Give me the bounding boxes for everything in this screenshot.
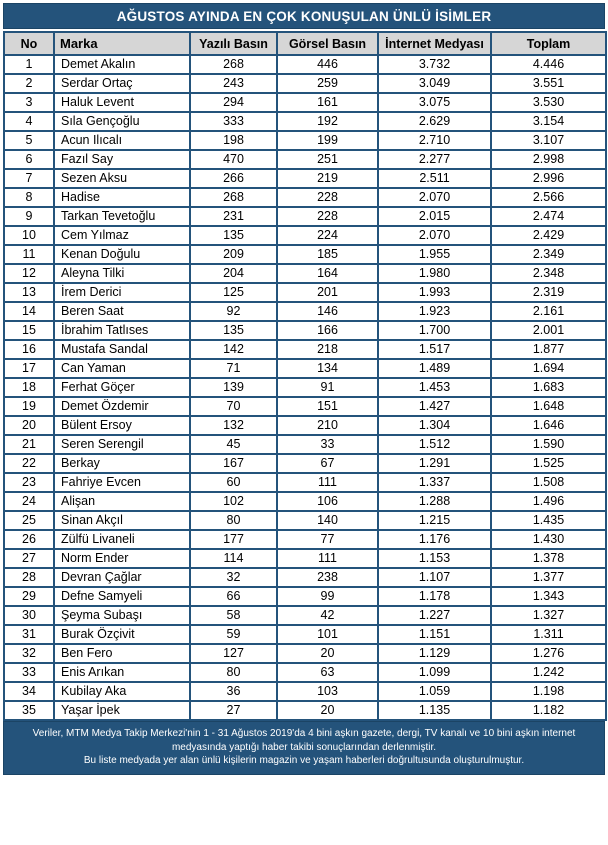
cell-visual-press: 63 (277, 663, 378, 682)
cell-internet-media: 1.304 (378, 416, 491, 435)
cell-total: 1.496 (491, 492, 606, 511)
cell-total: 1.276 (491, 644, 606, 663)
cell-name: Ben Fero (54, 644, 190, 663)
cell-name: Kubilay Aka (54, 682, 190, 701)
cell-internet-media: 2.710 (378, 131, 491, 150)
cell-total: 2.001 (491, 321, 606, 340)
cell-name: Defne Samyeli (54, 587, 190, 606)
cell-visual-press: 106 (277, 492, 378, 511)
cell-rank: 11 (4, 245, 54, 264)
cell-name: Aleyna Tilki (54, 264, 190, 283)
cell-name: Berkay (54, 454, 190, 473)
cell-print-press: 139 (190, 378, 277, 397)
cell-internet-media: 1.215 (378, 511, 491, 530)
cell-rank: 9 (4, 207, 54, 226)
table-row (4, 606, 606, 625)
cell-print-press: 177 (190, 530, 277, 549)
cell-internet-media: 1.700 (378, 321, 491, 340)
table-row (4, 416, 606, 435)
cell-rank: 12 (4, 264, 54, 283)
table-row (4, 169, 606, 188)
col-header-no: No (4, 32, 54, 55)
cell-print-press: 266 (190, 169, 277, 188)
cell-name: İrem Derici (54, 283, 190, 302)
cell-visual-press: 20 (277, 644, 378, 663)
cell-print-press: 294 (190, 93, 277, 112)
cell-name: Enis Arıkan (54, 663, 190, 682)
cell-rank: 10 (4, 226, 54, 245)
table-row (4, 530, 606, 549)
cell-rank: 16 (4, 340, 54, 359)
cell-total: 4.446 (491, 55, 606, 74)
cell-visual-press: 228 (277, 188, 378, 207)
cell-internet-media: 1.176 (378, 530, 491, 549)
col-header-internet-medyasi: İnternet Medyası (378, 32, 491, 55)
cell-print-press: 92 (190, 302, 277, 321)
cell-rank: 26 (4, 530, 54, 549)
cell-print-press: 209 (190, 245, 277, 264)
table-row (4, 264, 606, 283)
cell-internet-media: 2.629 (378, 112, 491, 131)
cell-visual-press: 111 (277, 473, 378, 492)
col-header-gorsel-basin: Görsel Basın (277, 32, 378, 55)
cell-visual-press: 42 (277, 606, 378, 625)
cell-internet-media: 2.070 (378, 226, 491, 245)
cell-print-press: 125 (190, 283, 277, 302)
cell-rank: 31 (4, 625, 54, 644)
report-title: AĞUSTOS AYINDA EN ÇOK KONUŞULAN ÜNLÜ İSİMLER (3, 3, 605, 29)
cell-rank: 3 (4, 93, 54, 112)
cell-total: 1.242 (491, 663, 606, 682)
table-row (4, 473, 606, 492)
cell-total: 2.474 (491, 207, 606, 226)
cell-total: 2.998 (491, 150, 606, 169)
cell-visual-press: 161 (277, 93, 378, 112)
cell-visual-press: 164 (277, 264, 378, 283)
cell-rank: 2 (4, 74, 54, 93)
cell-rank: 5 (4, 131, 54, 150)
table-row (4, 549, 606, 568)
cell-visual-press: 99 (277, 587, 378, 606)
table-row (4, 701, 606, 720)
cell-internet-media: 1.099 (378, 663, 491, 682)
cell-print-press: 333 (190, 112, 277, 131)
table-row (4, 55, 606, 74)
cell-visual-press: 251 (277, 150, 378, 169)
cell-internet-media: 1.427 (378, 397, 491, 416)
cell-visual-press: 103 (277, 682, 378, 701)
cell-total: 1.694 (491, 359, 606, 378)
cell-visual-press: 259 (277, 74, 378, 93)
cell-rank: 21 (4, 435, 54, 454)
col-header-toplam: Toplam (491, 32, 606, 55)
cell-print-press: 268 (190, 188, 277, 207)
cell-visual-press: 134 (277, 359, 378, 378)
cell-name: Cem Yılmaz (54, 226, 190, 245)
cell-visual-press: 67 (277, 454, 378, 473)
cell-visual-press: 20 (277, 701, 378, 720)
cell-total: 2.161 (491, 302, 606, 321)
cell-name: Şeyma Subaşı (54, 606, 190, 625)
table-row (4, 644, 606, 663)
cell-visual-press: 228 (277, 207, 378, 226)
cell-print-press: 135 (190, 226, 277, 245)
cell-internet-media: 1.993 (378, 283, 491, 302)
table-row (4, 321, 606, 340)
footer-note (3, 721, 605, 775)
cell-total: 1.327 (491, 606, 606, 625)
cell-name: Demet Özdemir (54, 397, 190, 416)
cell-name: Burak Özçivit (54, 625, 190, 644)
cell-visual-press: 146 (277, 302, 378, 321)
cell-name: Bülent Ersoy (54, 416, 190, 435)
cell-name: İbrahim Tatlıses (54, 321, 190, 340)
cell-name: Alişan (54, 492, 190, 511)
cell-visual-press: 140 (277, 511, 378, 530)
cell-internet-media: 1.151 (378, 625, 491, 644)
cell-rank: 4 (4, 112, 54, 131)
table-row (4, 150, 606, 169)
cell-rank: 1 (4, 55, 54, 74)
cell-rank: 23 (4, 473, 54, 492)
table-row (4, 131, 606, 150)
cell-total: 2.429 (491, 226, 606, 245)
cell-visual-press: 218 (277, 340, 378, 359)
cell-total: 1.525 (491, 454, 606, 473)
cell-print-press: 243 (190, 74, 277, 93)
cell-print-press: 132 (190, 416, 277, 435)
cell-internet-media: 1.489 (378, 359, 491, 378)
table-row (4, 435, 606, 454)
table-row (4, 663, 606, 682)
cell-rank: 24 (4, 492, 54, 511)
table-row (4, 207, 606, 226)
table-row (4, 568, 606, 587)
cell-visual-press: 151 (277, 397, 378, 416)
table-row (4, 397, 606, 416)
cell-print-press: 66 (190, 587, 277, 606)
cell-visual-press: 185 (277, 245, 378, 264)
cell-rank: 14 (4, 302, 54, 321)
cell-rank: 20 (4, 416, 54, 435)
table-row (4, 587, 606, 606)
cell-rank: 34 (4, 682, 54, 701)
cell-visual-press: 219 (277, 169, 378, 188)
report-card (3, 3, 605, 775)
cell-print-press: 167 (190, 454, 277, 473)
cell-internet-media: 1.512 (378, 435, 491, 454)
cell-rank: 19 (4, 397, 54, 416)
cell-name: Kenan Doğulu (54, 245, 190, 264)
cell-print-press: 470 (190, 150, 277, 169)
cell-total: 2.349 (491, 245, 606, 264)
cell-total: 1.508 (491, 473, 606, 492)
cell-visual-press: 33 (277, 435, 378, 454)
cell-total: 1.590 (491, 435, 606, 454)
cell-rank: 28 (4, 568, 54, 587)
cell-internet-media: 1.291 (378, 454, 491, 473)
cell-rank: 13 (4, 283, 54, 302)
cell-internet-media: 3.049 (378, 74, 491, 93)
cell-visual-press: 210 (277, 416, 378, 435)
cell-visual-press: 101 (277, 625, 378, 644)
cell-rank: 35 (4, 701, 54, 720)
table-row (4, 74, 606, 93)
cell-visual-press: 77 (277, 530, 378, 549)
cell-visual-press: 166 (277, 321, 378, 340)
cell-print-press: 114 (190, 549, 277, 568)
cell-rank: 27 (4, 549, 54, 568)
cell-rank: 7 (4, 169, 54, 188)
cell-print-press: 45 (190, 435, 277, 454)
cell-internet-media: 3.075 (378, 93, 491, 112)
cell-internet-media: 2.015 (378, 207, 491, 226)
cell-name: Haluk Levent (54, 93, 190, 112)
cell-rank: 15 (4, 321, 54, 340)
celebrity-mentions-table (3, 31, 607, 721)
cell-print-press: 27 (190, 701, 277, 720)
cell-name: Sinan Akçıl (54, 511, 190, 530)
cell-rank: 17 (4, 359, 54, 378)
cell-name: Seren Serengil (54, 435, 190, 454)
cell-visual-press: 238 (277, 568, 378, 587)
cell-total: 2.566 (491, 188, 606, 207)
table-row (4, 682, 606, 701)
cell-total: 1.377 (491, 568, 606, 587)
cell-internet-media: 1.923 (378, 302, 491, 321)
cell-total: 1.683 (491, 378, 606, 397)
table-row (4, 283, 606, 302)
cell-print-press: 127 (190, 644, 277, 663)
cell-name: Fahriye Evcen (54, 473, 190, 492)
cell-total: 1.435 (491, 511, 606, 530)
table-row (4, 245, 606, 264)
cell-internet-media: 1.337 (378, 473, 491, 492)
cell-total: 3.551 (491, 74, 606, 93)
cell-print-press: 198 (190, 131, 277, 150)
table-row (4, 226, 606, 245)
cell-internet-media: 1.453 (378, 378, 491, 397)
cell-rank: 25 (4, 511, 54, 530)
cell-internet-media: 1.107 (378, 568, 491, 587)
cell-internet-media: 2.277 (378, 150, 491, 169)
col-header-marka: Marka (54, 32, 190, 55)
cell-total: 2.348 (491, 264, 606, 283)
cell-visual-press: 199 (277, 131, 378, 150)
cell-name: Beren Saat (54, 302, 190, 321)
cell-internet-media: 3.732 (378, 55, 491, 74)
table-row (4, 454, 606, 473)
cell-name: Can Yaman (54, 359, 190, 378)
cell-total: 1.430 (491, 530, 606, 549)
cell-rank: 30 (4, 606, 54, 625)
cell-total: 1.311 (491, 625, 606, 644)
cell-internet-media: 1.517 (378, 340, 491, 359)
cell-print-press: 71 (190, 359, 277, 378)
cell-print-press: 60 (190, 473, 277, 492)
cell-internet-media: 1.129 (378, 644, 491, 663)
cell-name: Hadise (54, 188, 190, 207)
cell-total: 3.107 (491, 131, 606, 150)
cell-print-press: 268 (190, 55, 277, 74)
cell-print-press: 80 (190, 663, 277, 682)
cell-total: 2.319 (491, 283, 606, 302)
cell-name: Norm Ender (54, 549, 190, 568)
cell-visual-press: 91 (277, 378, 378, 397)
cell-rank: 18 (4, 378, 54, 397)
table-row (4, 188, 606, 207)
cell-name: Serdar Ortaç (54, 74, 190, 93)
cell-visual-press: 111 (277, 549, 378, 568)
footer-source-note: Veriler, MTM Medya Takip Merkezi'nin 1 - 31 Ağustos 2019'da 4 bini aşkın gazete, dergi, TV kanalı ve 10 bini aşkın internet medyasında yaptığı haber takibi sonuçlarından derlenmiştir. (32, 728, 576, 753)
cell-visual-press: 224 (277, 226, 378, 245)
cell-print-press: 231 (190, 207, 277, 226)
cell-rank: 29 (4, 587, 54, 606)
cell-name: Sıla Gençoğlu (54, 112, 190, 131)
table-row (4, 93, 606, 112)
cell-name: Acun Ilıcalı (54, 131, 190, 150)
cell-print-press: 36 (190, 682, 277, 701)
footer-method-note: Bu liste medyada yer alan ünlü kişilerin magazin ve yaşam haberleri doğrultusunda oluşturulmuştur. (83, 755, 525, 766)
cell-total: 1.877 (491, 340, 606, 359)
cell-total: 1.343 (491, 587, 606, 606)
cell-total: 3.154 (491, 112, 606, 131)
cell-name: Sezen Aksu (54, 169, 190, 188)
cell-print-press: 32 (190, 568, 277, 587)
cell-print-press: 59 (190, 625, 277, 644)
table-row (4, 359, 606, 378)
cell-name: Tarkan Tevetoğlu (54, 207, 190, 226)
cell-internet-media: 1.135 (378, 701, 491, 720)
cell-print-press: 70 (190, 397, 277, 416)
cell-total: 1.182 (491, 701, 606, 720)
cell-name: Fazıl Say (54, 150, 190, 169)
col-header-yazili-basin: Yazılı Basın (190, 32, 277, 55)
table-row (4, 625, 606, 644)
cell-rank: 6 (4, 150, 54, 169)
cell-visual-press: 201 (277, 283, 378, 302)
cell-print-press: 142 (190, 340, 277, 359)
table-row (4, 378, 606, 397)
cell-rank: 22 (4, 454, 54, 473)
cell-print-press: 58 (190, 606, 277, 625)
cell-internet-media: 2.511 (378, 169, 491, 188)
table-row (4, 340, 606, 359)
cell-total: 1.646 (491, 416, 606, 435)
cell-rank: 8 (4, 188, 54, 207)
cell-internet-media: 1.955 (378, 245, 491, 264)
cell-name: Ferhat Göçer (54, 378, 190, 397)
cell-print-press: 204 (190, 264, 277, 283)
cell-total: 1.648 (491, 397, 606, 416)
cell-visual-press: 192 (277, 112, 378, 131)
cell-visual-press: 446 (277, 55, 378, 74)
table-body (4, 55, 606, 720)
cell-total: 1.378 (491, 549, 606, 568)
table-row (4, 511, 606, 530)
cell-internet-media: 2.070 (378, 188, 491, 207)
cell-internet-media: 1.153 (378, 549, 491, 568)
cell-name: Yaşar İpek (54, 701, 190, 720)
cell-internet-media: 1.288 (378, 492, 491, 511)
cell-name: Zülfü Livaneli (54, 530, 190, 549)
cell-internet-media: 1.059 (378, 682, 491, 701)
cell-total: 1.198 (491, 682, 606, 701)
cell-print-press: 135 (190, 321, 277, 340)
cell-internet-media: 1.227 (378, 606, 491, 625)
cell-name: Devran Çağlar (54, 568, 190, 587)
table-row (4, 112, 606, 131)
header-row (4, 32, 606, 55)
cell-print-press: 102 (190, 492, 277, 511)
cell-rank: 33 (4, 663, 54, 682)
cell-total: 2.996 (491, 169, 606, 188)
cell-print-press: 80 (190, 511, 277, 530)
cell-name: Demet Akalın (54, 55, 190, 74)
cell-rank: 32 (4, 644, 54, 663)
cell-internet-media: 1.980 (378, 264, 491, 283)
table-row (4, 492, 606, 511)
cell-internet-media: 1.178 (378, 587, 491, 606)
cell-total: 3.530 (491, 93, 606, 112)
table-row (4, 302, 606, 321)
cell-name: Mustafa Sandal (54, 340, 190, 359)
